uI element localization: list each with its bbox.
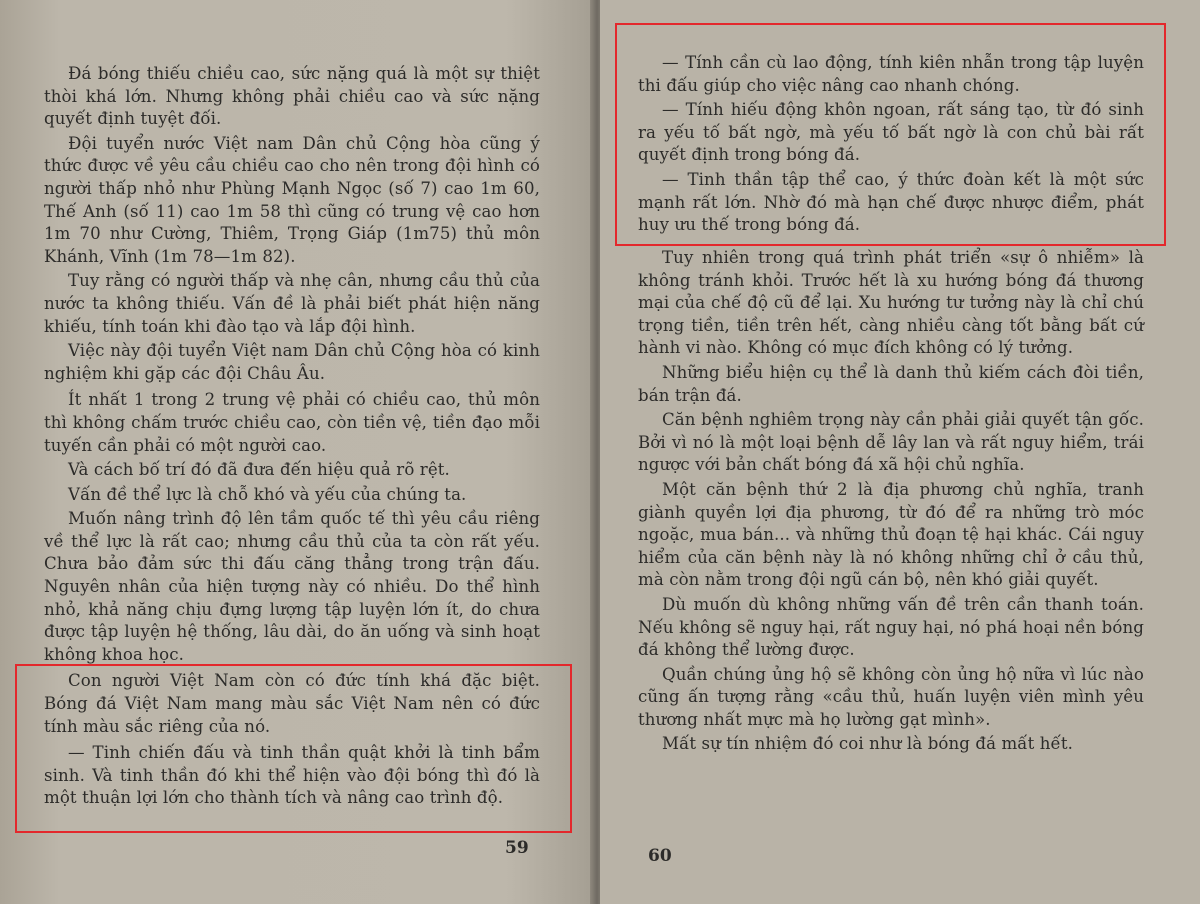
paragraph: — Tinh thần tập thể cao, ý thức đoàn kết là một sức mạnh rất lớn. Nhờ đó mà hạn chế được nhược điểm, phát huy ưu thế trong bóng đá. [638,169,1144,235]
paragraph: Đá bóng thiếu chiều cao, sức nặng quá là một sự thiệt thòi khá lớn. Nhưng không phải chiều cao và sức nặng quyết định tuyệt đối. [44,64,540,129]
highlight-box-left [15,664,572,833]
page-number: 60 [648,846,672,866]
paragraph: Và cách bố trí đó đã đưa đến hiệu quả rõ rệt. [68,460,450,480]
paragraph: Muốn nâng trình độ lên tầm quốc tế thì yêu cầu riêng về thể lực là rất cao; nhưng cầu thủ của ta còn rất yếu. Chưa bảo đảm sức thi đấu căng thẳng trong trận đấu. Nguyên nhân của hiện tượng này có nhiều. Do thể hình nhỏ, khả năng chịu đựng lượng tập luyện lớn ít, do chưa được tập luyện hệ thống, lâu dài, do ăn uống và sinh hoạt không khoa học. [44,509,540,664]
right-page-text [638,247,1144,758]
paragraph: Tuy nhiên trong quá trình phát triển «sự ô nhiễm» là không tránh khỏi. Trước hết là xu hướng bóng đá thương mại của chế độ cũ để lại. Xu hướng tư tưởng này là chỉ chú trọng tiền, tiền trên hết, càng nhiều càng tốt bằng bất cứ hành vi nào. Không có mục đích không có lý tưởng. [638,248,1144,358]
highlight-box-right [615,23,1166,246]
paragraph: Con người Việt Nam còn có đức tính khá đặc biệt. Bóng đá Việt Nam mang màu sắc Việt Nam nên có đức tính màu sắc riêng của nó. [44,671,540,736]
paragraph: Quần chúng ủng hộ sẽ không còn ủng hộ nữa vì lúc nào cũng ấn tượng rằng «cầu thủ, huấn luyện viên mình yêu thương nhất mực mà họ lường gạt mình». [638,664,1144,729]
paragraph: Vấn đề thể lực là chỗ khó và yếu của chúng ta. [68,484,467,504]
paragraph: Căn bệnh nghiêm trọng này cần phải giải quyết tận gốc. Bởi vì nó là một loại bệnh dễ lây lan và rất nguy hiểm, trái ngược với bản chất bóng đá xã hội chủ nghĩa. [638,410,1144,475]
paragraph: Mất sự tín nhiệm đó coi như là bóng đá mất hết. [662,734,1073,754]
paragraph: — Tính cần cù lao động, tính kiên nhẫn trong tập luyện thi đấu giúp cho việc nâng cao nhanh chóng. [638,53,1144,95]
paragraph: Dù muốn dù không những vấn đề trên cần thanh toán. Nếu không sẽ nguy hại, rất nguy hại, nó phá hoại nền bóng đá không thể lường được. [638,594,1144,660]
paragraph: Ít nhất 1 trong 2 trung vệ phải có chiều cao, thủ môn thì không chấm trước chiều cao, còn tiền vệ, tiền đạo mỗi tuyến cần phải có một người cao. [44,390,540,455]
paragraph: Những biểu hiện cụ thể là danh thủ kiếm cách đòi tiền, bán trận đá. [638,362,1144,405]
paragraph: Một căn bệnh thứ 2 là địa phương chủ nghĩa, tranh giành quyền lợi địa phương, từ đó để ra những trò móc ngoặc, mua bán... và những thủ đoạn tệ hại khác. Cái nguy hiểm của căn bệnh này là nó không những chỉ ở cầu thủ, mà còn nằm trong đội ngũ cán bộ, nên khó giải quyết. [638,479,1144,590]
paragraph: Việc này đội tuyển Việt nam Dân chủ Cộng hòa có kinh nghiệm khi gặp các đội Châu Âu. [44,341,540,383]
paragraph: — Tinh chiến đấu và tinh thần quật khởi là tinh bẩm sinh. Và tinh thần đó khi thể hiện vào đội bóng thì đó là một thuận lợi lớn cho thành tích và nâng cao trình độ. [44,743,540,808]
paragraph: — Tính hiếu động khôn ngoan, rất sáng tạo, từ đó sinh ra yếu tố bất ngờ, mà yếu tố bất ngờ là con chủ bài rất quyết định trong bóng đá. [638,100,1144,165]
paragraph: Tuy rằng có người thấp và nhẹ cân, nhưng cầu thủ của nước ta không thiếu. Vấn đề là phải biết phát hiện năng khiếu, tính toán khi đào tạo và lắp đội hình. [44,271,540,336]
paragraph: Đội tuyển nước Việt nam Dân chủ Cộng hòa cũng ý thức được về yêu cầu chiều cao cho nên trong đội hình có người thấp nhỏ như Phùng Mạnh Ngọc (số 7) cao 1m 60, Thế Anh (số 11) cao 1m 58 thì cũng có trung vệ cao hơn 1m 70 như Cường, Thiêm, Trọng Giáp (1m75) thủ môn Khánh, Vĩnh (1m 78—1m 82). [44,133,540,266]
page-number: 59 [505,838,529,858]
